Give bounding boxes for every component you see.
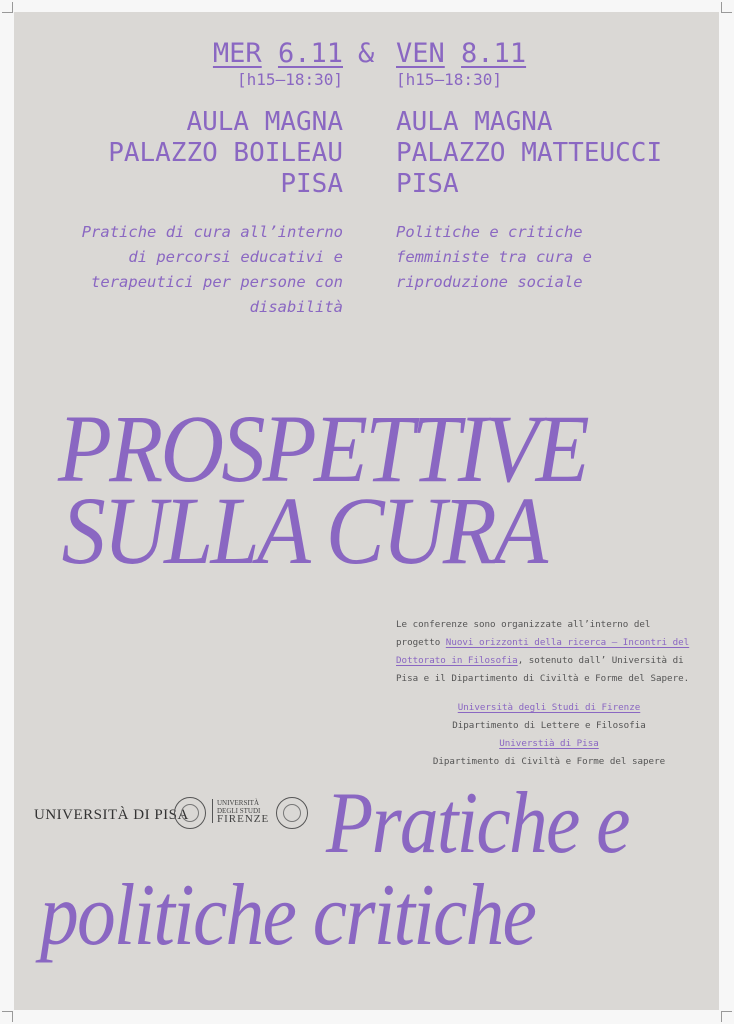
info-text: Le conferenze sono organizzate all’interno del progetto Nuovi orizzonti della ricerca – Incontri del Dottorato in Filosofia, sotenuto dall’ Università di Pisa e il Dipartimento di Civiltà e Forme del Sapere. — [396, 619, 690, 684]
crop-mark — [2, 1011, 13, 1022]
organizers — [396, 699, 702, 771]
right-time: [h15—18:30] — [396, 70, 502, 89]
title-line-2: SULLA CURA — [61, 477, 546, 584]
crop-mark — [721, 2, 732, 13]
project-link: Nuovi orizzonti della ricerca – Incontri del — [445, 637, 690, 648]
right-day: VEN — [396, 38, 445, 69]
title-line-1: PROSPETTIVE — [58, 395, 587, 502]
org-firenze: Università degli Studi di Firenze — [457, 702, 641, 713]
left-venue: AULA MAGNA PALAZZO BOILEAU PISA — [108, 107, 343, 199]
logo-universita-firenze: UNIVERSITÀ DEGLI STUDI FIRENZE — [212, 799, 269, 823]
crop-mark — [721, 1011, 732, 1022]
main-title — [58, 395, 587, 584]
left-date — [213, 38, 343, 69]
poster — [14, 12, 719, 1010]
left-topic: Pratiche di cura all’interno di percorsi educativi e terapeutici per persone con disabilità — [81, 223, 343, 316]
left-day: MER — [212, 38, 262, 69]
dept-lettere: Dipartimento di Lettere e Filosofia — [452, 720, 646, 731]
subtitle-line-1: Pratiche e — [326, 775, 629, 872]
firenze-seal-icon — [276, 797, 308, 829]
logo-universita-pisa: UNIVERSITÀ DI PISA — [34, 807, 189, 823]
org-pisa: Universtià di Pisa — [499, 738, 599, 749]
left-date-number: 6.11 — [277, 38, 343, 69]
right-topic: Politiche e critiche femministe tra cura e riproduzione sociale — [396, 223, 592, 291]
left-time: [h15—18:30] — [237, 70, 343, 89]
right-date-number: 8.11 — [461, 38, 527, 69]
dept-civilta: Dipartimento di Civiltà e Forme del sapere — [432, 756, 666, 767]
doctorate-link: Dottorato in Filosofia — [396, 655, 518, 666]
right-date — [396, 38, 526, 69]
right-venue: AULA MAGNA PALAZZO MATTEUCCI PISA — [396, 107, 663, 199]
subtitle-line-2: politiche critiche — [40, 867, 536, 964]
ampersand: & — [358, 38, 375, 69]
crop-mark — [2, 2, 13, 13]
pisa-seal-icon — [174, 797, 206, 829]
